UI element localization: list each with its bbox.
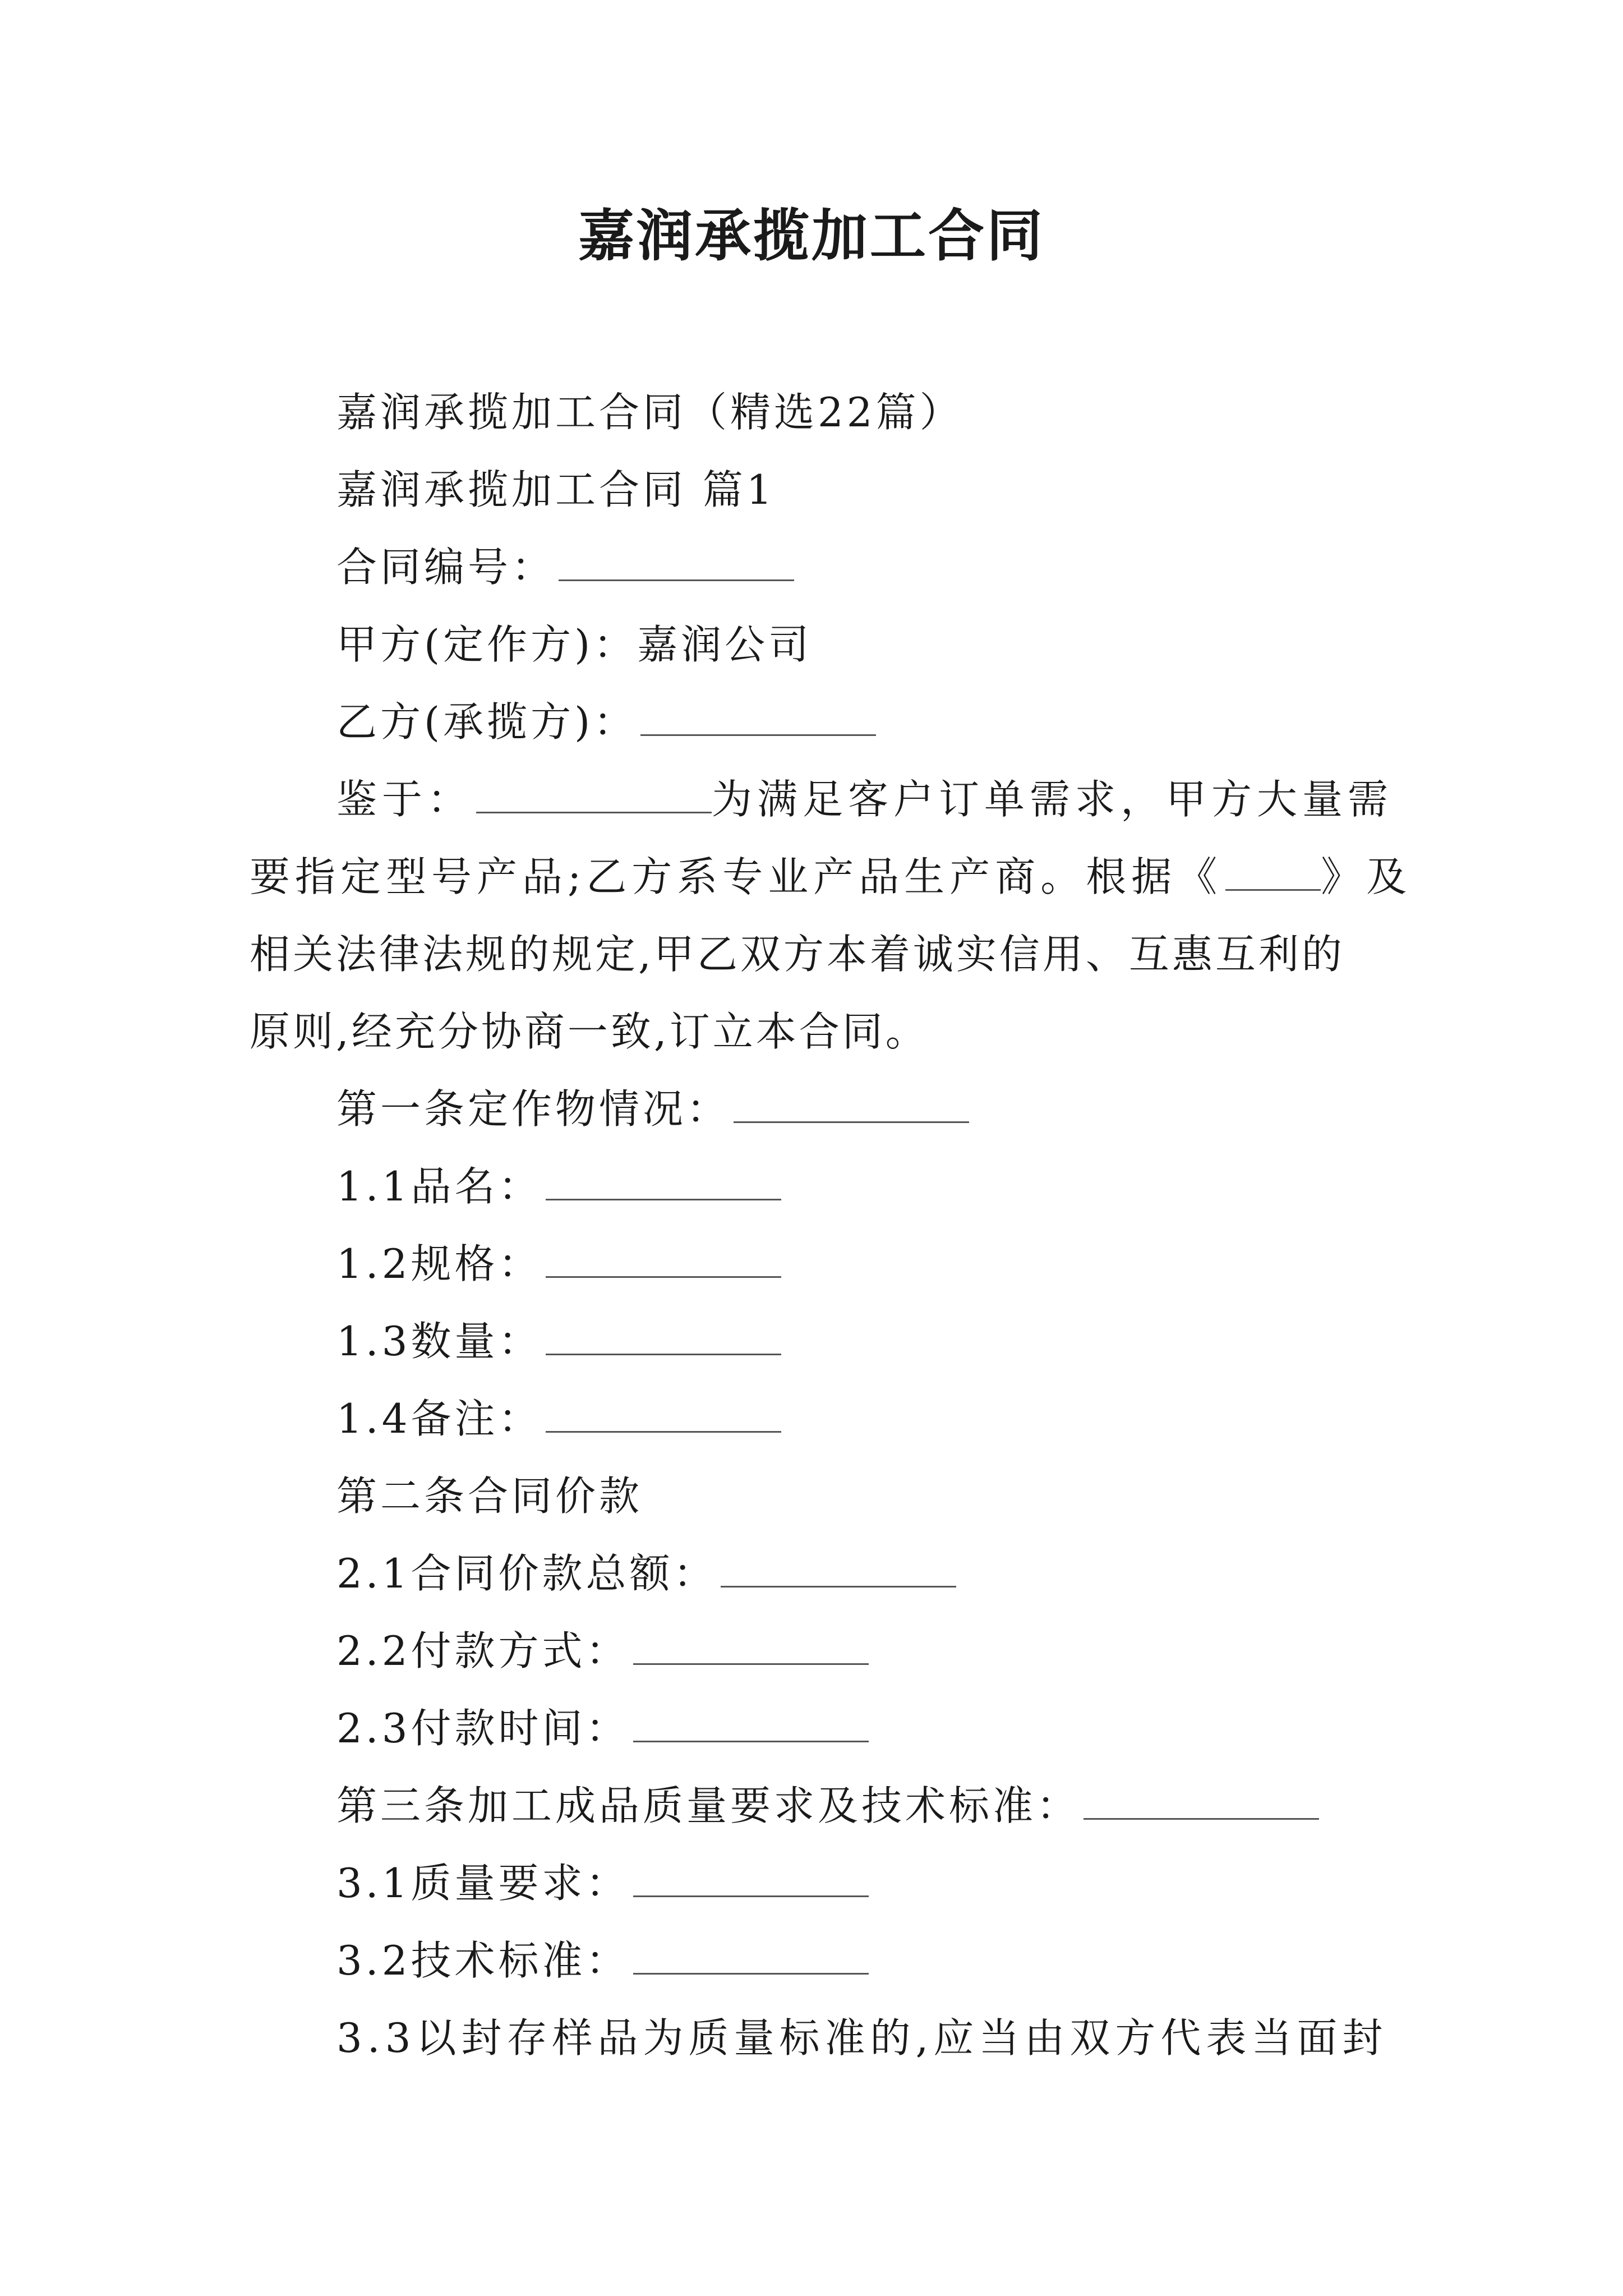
- clause-blank: [546, 1317, 781, 1355]
- clause-heading: [336, 1471, 643, 1521]
- section-heading: [336, 464, 776, 515]
- whereas-text-2a: 要指定型号产品;乙方系专业产品生产商。根据《: [250, 853, 1223, 900]
- clause-text: 第三条加工成品质量要求及技术标准：: [336, 1782, 1081, 1829]
- whereas-line-3: [250, 929, 1345, 979]
- clause-text: 2.2付款方式：: [336, 1627, 630, 1674]
- clause-line: [336, 1393, 781, 1444]
- clause-text: 1.4备注：: [336, 1395, 542, 1442]
- clause-text: 1.3数量：: [336, 1318, 542, 1365]
- whereas-prefix: 鉴于：: [336, 776, 473, 823]
- clause-text: 1.1品名：: [336, 1163, 542, 1210]
- clause-text: 第二条合同价款: [336, 1473, 643, 1520]
- clause-line: [336, 1084, 969, 1134]
- clause-line: [336, 1548, 956, 1599]
- party-a-text: 甲方(定作方)：嘉润公司: [336, 621, 813, 668]
- party-a-line: [336, 619, 812, 670]
- clause-line: [336, 2013, 1387, 2063]
- clause-line: [336, 1703, 869, 1754]
- party-b-line: [336, 697, 876, 747]
- whereas-text-3: 相关法律法规的规定,甲乙双方本着诚实信用、互惠互利的: [250, 931, 1345, 978]
- clause-blank: [633, 1858, 869, 1897]
- clause-text: 第一条定作物情况：: [336, 1085, 731, 1133]
- clause-blank: [1083, 1781, 1319, 1820]
- clause-line: [336, 1626, 869, 1676]
- whereas-line-2: [250, 852, 1412, 902]
- document-title: 嘉润承揽加工合同: [578, 203, 1045, 269]
- clause-line: [336, 1316, 781, 1366]
- whereas-line-1: [336, 774, 1393, 825]
- whereas-blank: [476, 775, 712, 813]
- clause-blank: [546, 1394, 781, 1433]
- clause-line: [336, 1780, 1319, 1831]
- law-name-blank: [1225, 852, 1321, 891]
- party-b-blank: [640, 697, 876, 736]
- subtitle-text: 嘉润承揽加工合同（精选22篇）: [336, 389, 963, 436]
- whereas-text-2b: 》及: [1321, 853, 1412, 900]
- clause-blank: [721, 1549, 956, 1588]
- whereas-text-1: 为满足客户订单需求，甲方大量需: [712, 776, 1394, 823]
- contract-number-line: [336, 542, 794, 592]
- clause-blank: [633, 1936, 869, 1975]
- contract-number-label: 合同编号：: [336, 544, 556, 591]
- clause-text: 2.3付款时间：: [336, 1705, 630, 1752]
- clause-blank: [546, 1239, 781, 1278]
- clause-line: [336, 1161, 781, 1212]
- clause-text: 2.1合同价款总额：: [336, 1550, 717, 1597]
- whereas-text-4: 原则,经充分协商一致,订立本合同。: [250, 1008, 929, 1055]
- clause-blank: [633, 1626, 869, 1665]
- clause-text: 3.3以封存样品为质量标准的,应当由双方代表当面封: [336, 2014, 1388, 2062]
- section-heading-text: 嘉润承揽加工合同 篇1: [336, 466, 776, 513]
- clause-blank: [633, 1704, 869, 1742]
- clause-text: 3.1质量要求：: [336, 1860, 630, 1907]
- whereas-line-4: [250, 1006, 929, 1057]
- clause-line: [336, 1239, 781, 1289]
- clause-blank: [734, 1084, 969, 1123]
- subtitle-line: [336, 387, 963, 438]
- clause-line: [336, 1935, 869, 1986]
- clause-blank: [546, 1162, 781, 1200]
- clause-text: 3.2技术标准：: [336, 1937, 630, 1984]
- contract-number-blank: [559, 542, 794, 581]
- clause-line: [336, 1858, 869, 1908]
- party-b-label: 乙方(承揽方)：: [336, 698, 638, 746]
- clause-text: 1.2规格：: [336, 1240, 542, 1287]
